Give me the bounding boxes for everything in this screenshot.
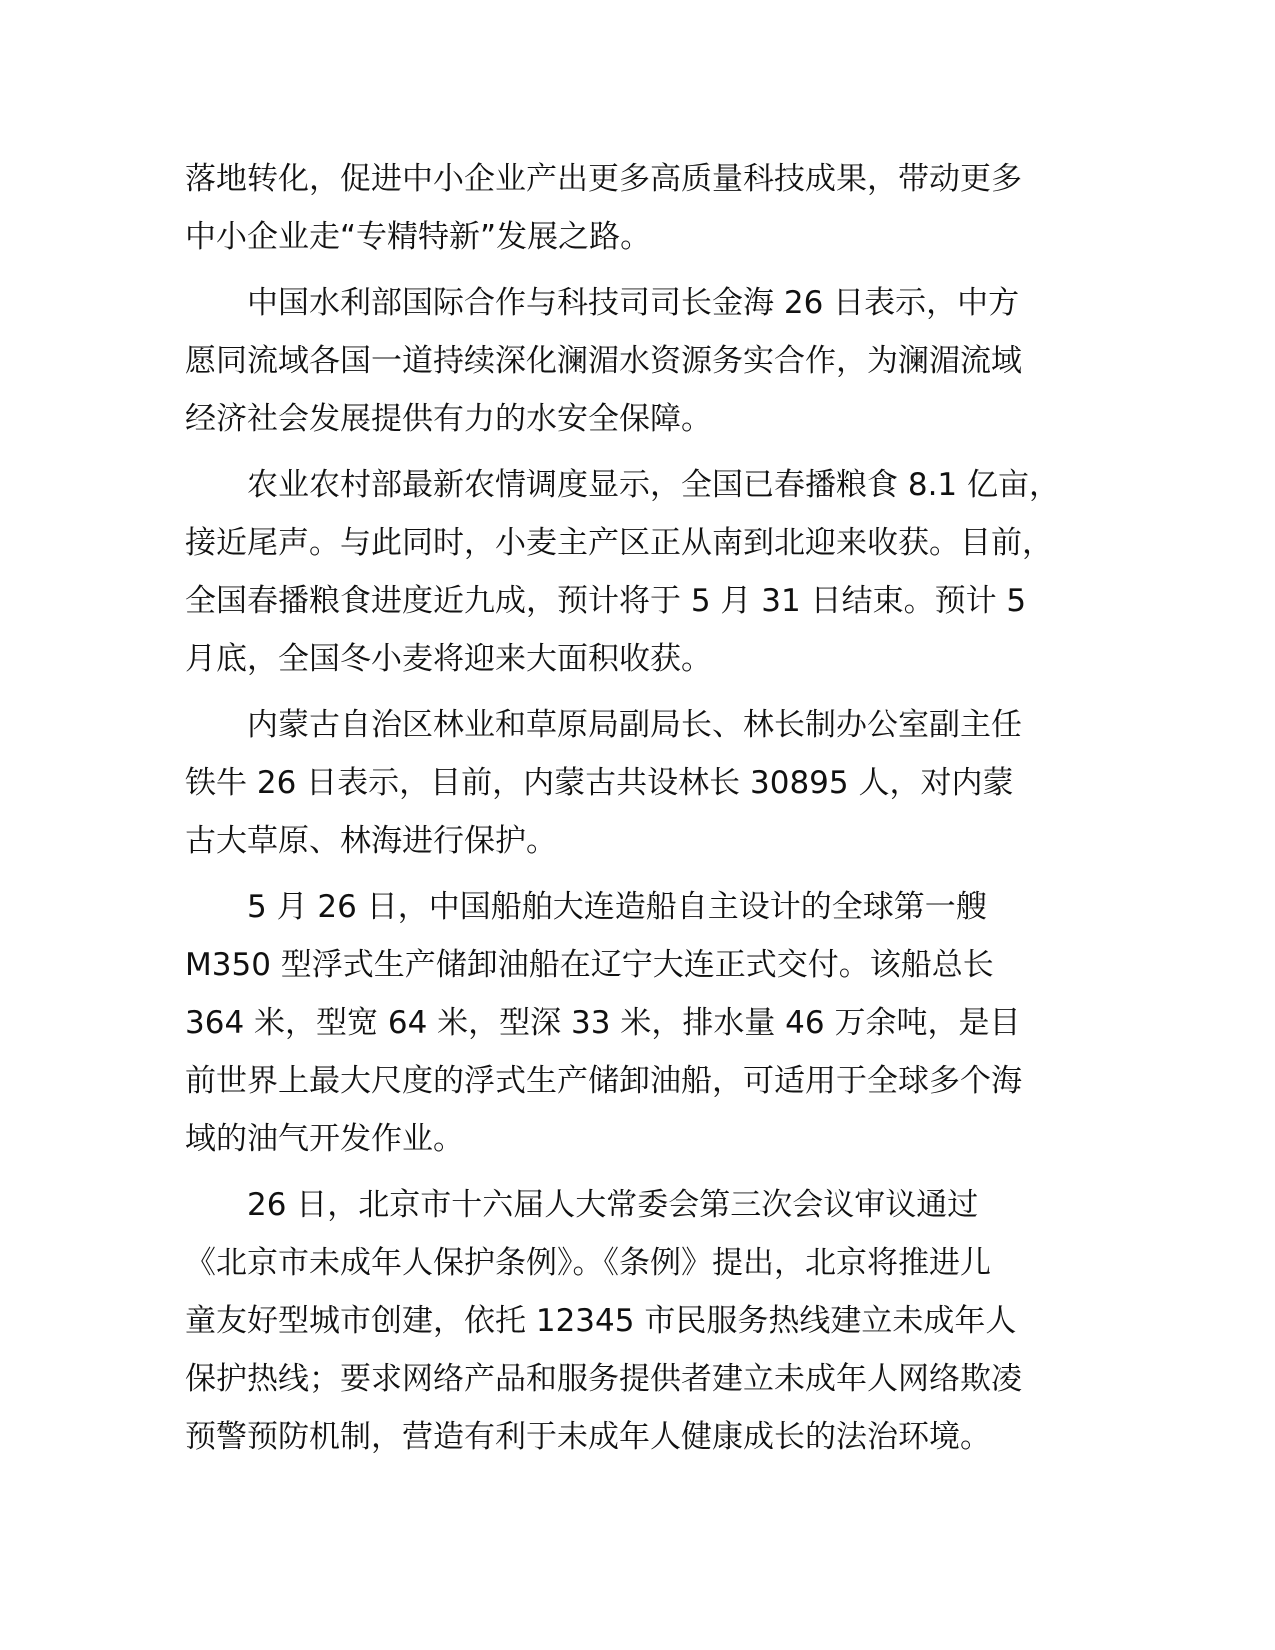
paragraph-line: 古大草原、林海进行保护。: [185, 823, 557, 859]
paragraph-line: 内蒙古自治区林业和草原局副局长、林长制办公室副主任: [247, 707, 1022, 743]
document-body: [185, 150, 1085, 1474]
paragraph-line: 全国春播粮食进度近九成，预计将于 5 月 31 日结束。预计 5: [185, 583, 1027, 619]
paragraph-line: 经济社会发展提供有力的水安全保障。: [185, 401, 712, 437]
paragraph-6: [185, 1176, 1085, 1466]
paragraph-4: [185, 696, 1085, 870]
paragraph-line: 域的油气开发作业。: [185, 1121, 464, 1157]
paragraph-line: 月底，全国冬小麦将迎来大面积收获。: [185, 641, 712, 677]
paragraph-line: 保护热线；要求网络产品和服务提供者建立未成年人网络欺凌: [185, 1361, 1022, 1397]
paragraph-2: [185, 274, 1085, 448]
paragraph-line: 前世界上最大尺度的浮式生产储卸油船，可适用于全球多个海: [185, 1063, 1022, 1099]
paragraph-line: 中小企业走“专精特新”发展之路。: [185, 219, 652, 255]
paragraph-line: 童友好型城市创建，依托 12345 市民服务热线建立未成年人: [185, 1303, 1017, 1339]
paragraph-line: 中国水利部国际合作与科技司司长金海 26 日表示，中方: [247, 285, 1020, 321]
paragraph-line: 364 米，型宽 64 米，型深 33 米，排水量 46 万余吨，是目: [185, 1005, 1021, 1041]
paragraph-line: M350 型浮式生产储卸油船在辽宁大连正式交付。该船总长: [185, 947, 994, 983]
paragraph-3: [185, 456, 1085, 688]
paragraph-5: [185, 878, 1085, 1168]
paragraph-line: 接近尾声。与此同时，小麦主产区正从南到北迎来收获。目前，: [185, 525, 1053, 561]
paragraph-line: 农业农村部最新农情调度显示，全国已春播粮食 8.1 亿亩，: [247, 467, 1061, 503]
paragraph-line: 落地转化，促进中小企业产出更多高质量科技成果，带动更多: [185, 161, 1022, 197]
paragraph-line: 26 日，北京市十六届人大常委会第三次会议审议通过: [247, 1187, 979, 1223]
paragraph-line: 5 月 26 日，中国船舶大连造船自主设计的全球第一艘: [247, 889, 987, 925]
paragraph-line: 《北京市未成年人保护条例》。《条例》提出，北京将推进儿: [185, 1245, 991, 1281]
paragraph-line: 愿同流域各国一道持续深化澜湄水资源务实合作，为澜湄流域: [185, 343, 1022, 379]
paragraph-1: [185, 150, 1085, 266]
paragraph-line: 铁牛 26 日表示，目前，内蒙古共设林长 30895 人，对内蒙: [185, 765, 1014, 801]
paragraph-line: 预警预防机制，营造有利于未成年人健康成长的法治环境。: [185, 1419, 991, 1455]
